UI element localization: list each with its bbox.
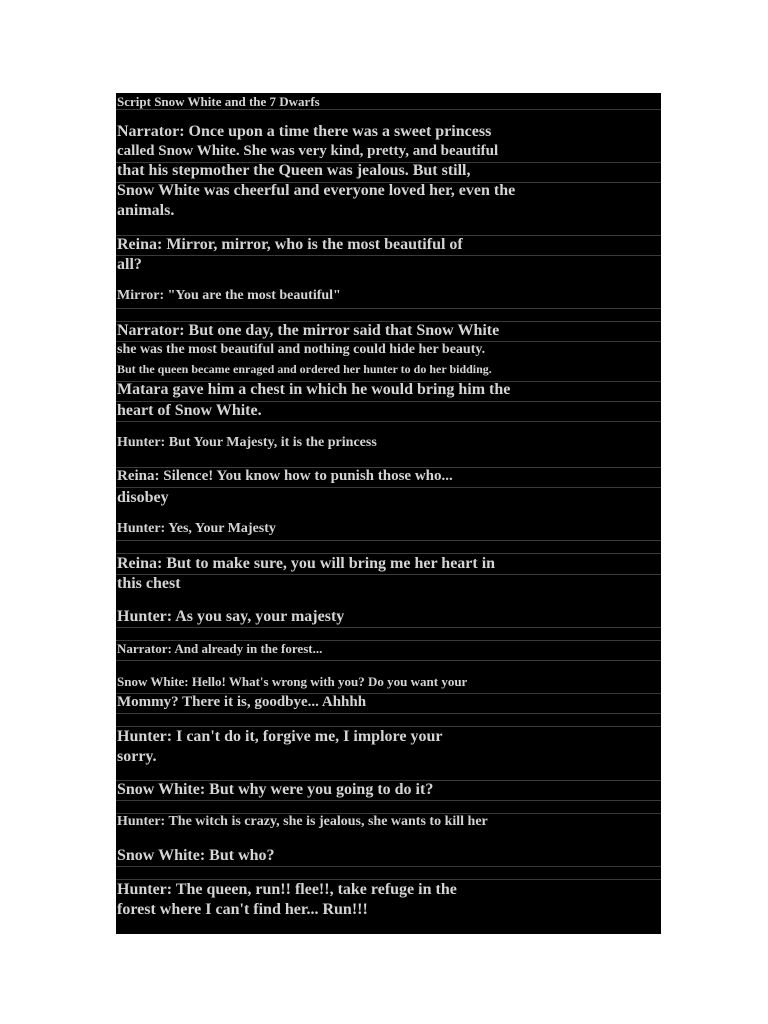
separator-line — [116, 726, 661, 727]
script-line: But the queen became enraged and ordered her hunter to do her bidding. — [117, 362, 492, 376]
document-title: Script Snow White and the 7 Dwarfs — [117, 94, 320, 109]
script-page — [116, 93, 661, 934]
script-line: Hunter: As you say, your majesty — [117, 608, 345, 625]
separator-line — [116, 713, 661, 714]
script-line: Reina: But to make sure, you will bring me her heart in — [117, 555, 496, 572]
script-line: Narrator: And already in the forest... — [117, 641, 323, 656]
script-line: called Snow White. She was very kind, pretty, and beautiful — [117, 143, 499, 159]
script-line: Narrator: But one day, the mirror said that Snow White — [117, 322, 500, 339]
script-line: Matara gave him a chest in which he would bring him the — [117, 381, 511, 398]
script-line: all? — [117, 256, 142, 273]
separator-line — [116, 574, 661, 575]
script-line: Hunter: The witch is crazy, she is jealous, she wants to kill her — [117, 814, 488, 829]
separator-line — [116, 109, 661, 110]
script-line: animals. — [117, 202, 175, 219]
script-line: Hunter: But Your Majesty, it is the princess — [117, 435, 377, 450]
separator-line — [116, 866, 661, 867]
script-line: she was the most beautiful and nothing could hide her beauty. — [117, 342, 486, 357]
script-line: Narrator: Once upon a time there was a sweet princess — [117, 123, 492, 140]
separator-line — [116, 487, 661, 488]
script-line: heart of Snow White. — [117, 402, 262, 419]
script-line: forest where I can't find her... Run!!! — [117, 901, 368, 918]
separator-line — [116, 627, 661, 628]
script-line: Reina: Silence! You know how to punish those who... — [117, 468, 453, 484]
separator-line — [116, 255, 661, 256]
script-line: Hunter: I can't do it, forgive me, I implore your — [117, 728, 443, 745]
script-line: Hunter: The queen, run!! flee!!, take refuge in the — [117, 881, 457, 898]
separator-line — [116, 553, 661, 554]
separator-line — [116, 421, 661, 422]
separator-line — [116, 308, 661, 309]
script-line: sorry. — [117, 748, 157, 765]
separator-line — [116, 540, 661, 541]
script-line: Mommy? There it is, goodbye... Ahhhh — [117, 694, 367, 710]
script-line: this chest — [117, 575, 181, 592]
script-line: Hunter: Yes, Your Majesty — [117, 521, 276, 536]
script-line: Snow White was cheerful and everyone loved her, even the — [117, 182, 516, 199]
script-line: Mirror: "You are the most beautiful" — [117, 288, 341, 303]
separator-line — [116, 660, 661, 661]
script-line: Reina: Mirror, mirror, who is the most beautiful of — [117, 236, 463, 253]
separator-line — [116, 879, 661, 880]
script-line: Snow White: Hello! What's wrong with you? Do you want your — [117, 674, 468, 689]
script-line: Snow White: But who? — [117, 847, 275, 864]
script-line: Snow White: But why were you going to do it? — [117, 781, 434, 798]
script-line: disobey — [117, 489, 169, 506]
separator-line — [116, 800, 661, 801]
script-line: that his stepmother the Queen was jealous. But still, — [117, 162, 471, 179]
